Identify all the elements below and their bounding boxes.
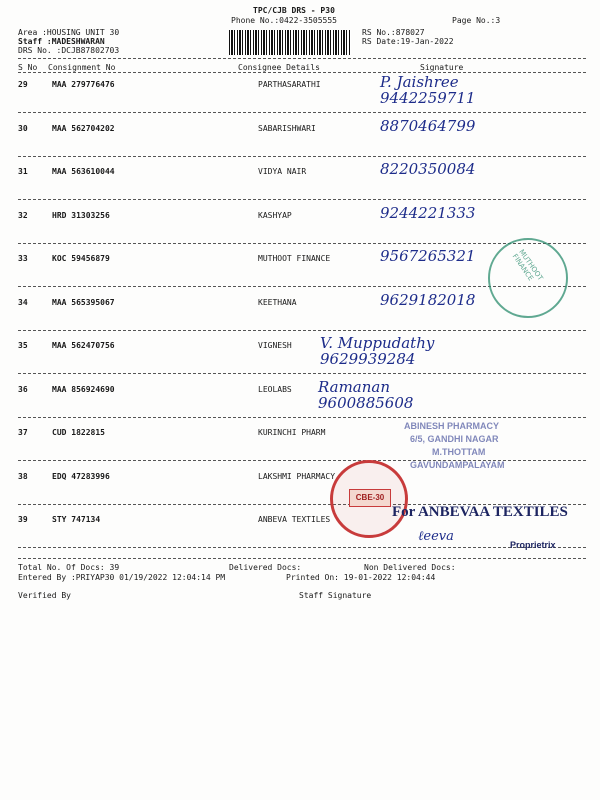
row-consignee: KEETHANA [258, 298, 297, 307]
row-sno: 31 [18, 167, 28, 176]
area-label: Area :HOUSING UNIT 30 [18, 28, 120, 37]
row-consignment-no: CUD 1822815 [52, 428, 105, 437]
rs-number: RS No.:878027 [362, 28, 425, 37]
col-consignment-header: Consignment No [48, 63, 116, 72]
delivered-docs: Delivered Docs: [229, 563, 302, 572]
row-consignee: KASHYAP [258, 211, 292, 220]
proprietrix-label: Proprietrix [510, 540, 556, 550]
row-handwritten-signature: 8870464799 [380, 117, 476, 135]
staff-label: Staff :MADESHWARAN [18, 37, 105, 46]
row-divider [18, 547, 586, 548]
row-consignee: KURINCHI PHARM [258, 428, 326, 437]
row-consignee: VIDYA NAIR [258, 167, 307, 176]
lakshmi-pharmacy-round-stamp: CBE-30 [330, 460, 408, 538]
row-consignment-no: MAA 562470756 [52, 341, 115, 350]
row-sno: 39 [18, 515, 28, 524]
col-details-header: Consignee Details [238, 63, 320, 72]
row-divider [18, 199, 586, 200]
row-divider [18, 112, 586, 113]
row-divider [18, 156, 586, 157]
row-handwritten-signature: 9244221333 [380, 204, 476, 222]
non-delivered-docs: Non Delivered Docs: [364, 563, 456, 572]
row-divider [18, 330, 586, 331]
row-sno: 32 [18, 211, 28, 220]
row-consignee: ANBEVA TEXTILES [258, 515, 331, 524]
col-sno-header: S No [18, 63, 38, 72]
row-sno: 34 [18, 298, 28, 307]
row-divider [18, 243, 586, 244]
row-consignment-no: MAA 565395067 [52, 298, 115, 307]
row-consignee: MUTHOOT FINANCE [258, 254, 331, 263]
barcode [229, 30, 351, 55]
row-sno: 37 [18, 428, 28, 437]
row-consignee: VIGNESH [258, 341, 292, 350]
rs-date: RS Date:19-Jan-2022 [362, 37, 454, 46]
row-consignee: LEOLABS [258, 385, 292, 394]
total-docs: Total No. Of Docs: 39 [18, 563, 120, 572]
row-consignment-no: MAA 562704202 [52, 124, 115, 133]
row-consignment-no: HRD 31303256 [52, 211, 110, 220]
row-divider [18, 373, 586, 374]
column-divider [18, 72, 586, 73]
muthoot-stamp: MUTHOOT FINANCE [488, 238, 568, 318]
row-sno: 36 [18, 385, 28, 394]
row-consignment-no: MAA 279776476 [52, 80, 115, 89]
row-sno: 35 [18, 341, 28, 350]
row-sno: 38 [18, 472, 28, 481]
row-sno: 29 [18, 80, 28, 89]
row-handwritten-signature: 9567265321 [380, 247, 476, 265]
entered-by: Entered By :PRIYAP30 01/19/2022 12:04:14 PM [18, 573, 226, 582]
col-signature-header: Signature [420, 63, 464, 72]
row-sno: 33 [18, 254, 28, 263]
row-handwritten-signature: 8220350084 [380, 160, 476, 178]
printed-on: Printed On: 19-01-2022 12:04:44 [286, 573, 436, 582]
footer-divider [18, 558, 586, 559]
page-number: Page No.:3 [452, 16, 501, 25]
row-sno: 30 [18, 124, 28, 133]
row-handwritten-signature: 9629182018 [380, 291, 476, 309]
pharmacy-stamp: ABINESH PHARMACY 6/5, GANDHI NAGAR M.THOTTAM GAVUNDAMPALAYAM [404, 421, 505, 470]
drs-title: TPC/CJB DRS - P30 [253, 6, 335, 15]
anbevaa-stamp: For ANBEVAA TEXTILES [392, 504, 568, 520]
row-handwritten-signature: V. Muppudathy 9629939284 [320, 334, 435, 368]
row-consignment-no: EDQ 47283996 [52, 472, 110, 481]
phone-number: Phone No.:0422-3505555 [231, 16, 337, 25]
anbevaa-signature: ℓeeva [418, 529, 454, 544]
verified-by: Verified By [18, 591, 71, 600]
drs-number: DRS No. :DCJB87802703 [18, 46, 120, 55]
row-consignment-no: STY 747134 [52, 515, 101, 524]
row-consignee: PARTHASARATHI [258, 80, 321, 89]
row-handwritten-signature: Ramanan 9600885608 [318, 378, 414, 412]
row-consignment-no: KOC 59456879 [52, 254, 110, 263]
row-consignment-no: MAA 856924690 [52, 385, 115, 394]
staff-signature: Staff Signature [299, 591, 372, 600]
header-divider [18, 58, 586, 59]
row-divider [18, 417, 586, 418]
row-consignee: SABARISHWARI [258, 124, 316, 133]
row-consignment-no: MAA 563610044 [52, 167, 115, 176]
row-handwritten-signature: P. Jaishree 9442259711 [380, 73, 476, 107]
row-consignee: LAKSHMI PHARMACY [258, 472, 336, 481]
